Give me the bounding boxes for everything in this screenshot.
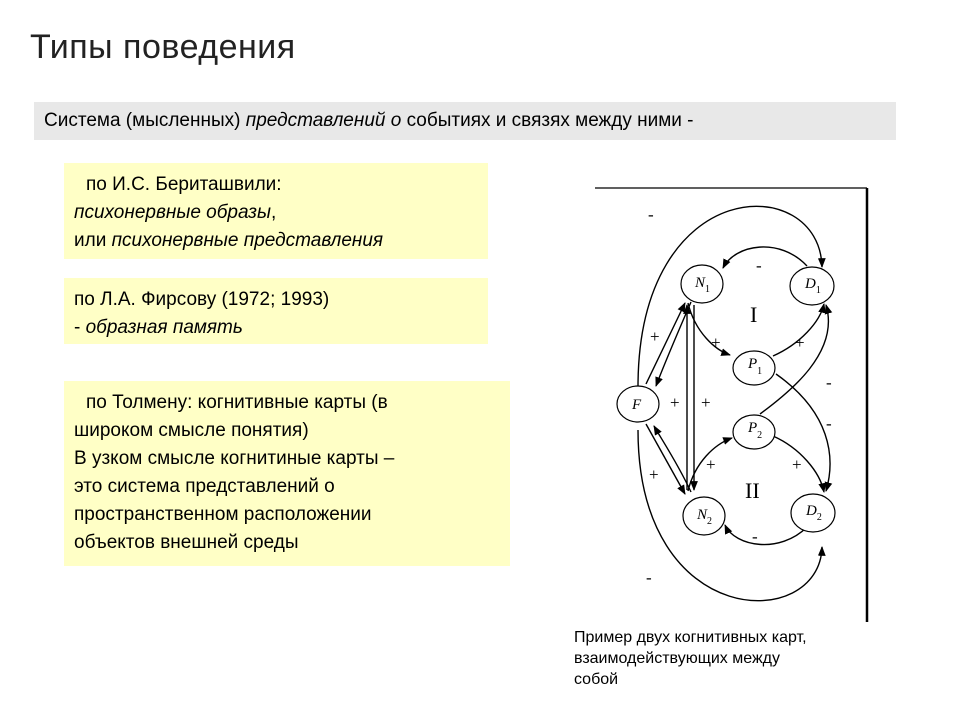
firsov-box bbox=[64, 278, 488, 344]
node-P1-label: $P_1$ bbox=[748, 356, 763, 377]
tolman-line1: по Толмену: когнитивные карты (в bbox=[86, 392, 388, 413]
firsov-line1: по Л.А. Фирсову (1972; 1993) bbox=[74, 289, 330, 310]
sign-plus-F-N2: + bbox=[649, 465, 659, 484]
node-D2-label: $D_2$ bbox=[806, 503, 822, 523]
beritashvili-line2 bbox=[74, 199, 478, 227]
slide-title: Типы поведения bbox=[30, 28, 296, 66]
map-label-roman-1: I bbox=[750, 302, 758, 327]
sign-minus-bottom-left: - bbox=[646, 568, 652, 587]
beritashvili-term2: психонервные представления bbox=[111, 230, 384, 251]
banner-text-1: Система (мысленных) bbox=[44, 110, 246, 131]
caption-line3: собой bbox=[574, 671, 619, 688]
firsov-term: образная память bbox=[85, 317, 243, 338]
sign-plus-P2-D2: + bbox=[792, 455, 802, 474]
firsov-dash: - bbox=[74, 317, 86, 338]
sign-minus-top-mid: - bbox=[756, 256, 762, 275]
caption-line2: взаимодействующих между bbox=[574, 650, 780, 667]
caption-line1: Пример двух когнитивных карт, bbox=[574, 629, 807, 646]
sign-plus-N1-P1: + bbox=[711, 333, 721, 352]
sign-minus-right-2: - bbox=[826, 414, 832, 433]
sign-plus-F-mid-1: + bbox=[670, 393, 680, 412]
edge-N1-F bbox=[656, 302, 691, 386]
tolman-line4: это система представлений о bbox=[74, 476, 335, 497]
firsov-line2 bbox=[74, 314, 478, 342]
edge-D2-N2 bbox=[725, 525, 807, 545]
sign-plus-F-mid-2: + bbox=[701, 393, 711, 412]
beritashvili-line1: по И.С. Бериташвили: bbox=[86, 174, 282, 195]
sign-plus-N2-P2: + bbox=[706, 455, 716, 474]
tolman-line2: широком смысле понятия) bbox=[74, 420, 309, 441]
tolman-box bbox=[64, 381, 510, 566]
sign-plus-F-N1: + bbox=[650, 327, 660, 346]
edge-P1-D2 bbox=[776, 374, 830, 491]
beritashvili-comma: , bbox=[270, 202, 277, 223]
cognitive-map-diagram bbox=[590, 182, 880, 627]
banner-text-3: событиях и связях между ними - bbox=[401, 110, 694, 131]
tolman-line6: объектов внешней среды bbox=[74, 532, 299, 553]
node-F-label: F bbox=[632, 397, 642, 413]
definition-banner bbox=[34, 102, 896, 140]
beritashvili-line3 bbox=[74, 227, 478, 255]
node-D1-label: $D_1$ bbox=[805, 276, 821, 296]
edge-D1-N1 bbox=[723, 247, 807, 268]
tolman-line5: пространственном расположении bbox=[74, 504, 372, 525]
map-label-roman-2: II bbox=[745, 478, 760, 503]
diagram-caption bbox=[574, 627, 914, 690]
sign-minus-bottom-mid: - bbox=[752, 527, 758, 546]
beritashvili-or: или bbox=[74, 230, 112, 251]
sign-minus-top-left: - bbox=[648, 205, 654, 224]
node-N2-label: $N_2$ bbox=[697, 507, 713, 527]
beritashvili-box bbox=[64, 163, 488, 259]
sign-minus-right-1: - bbox=[826, 373, 832, 392]
sign-plus-P1-D1: + bbox=[795, 333, 805, 352]
node-P2-label: $P_2$ bbox=[748, 420, 763, 441]
banner-text-italic: представлений о bbox=[245, 110, 402, 131]
tolman-line3: В узком смысле когнитиные карты – bbox=[74, 448, 395, 469]
edge-N2-F bbox=[654, 426, 691, 492]
beritashvili-term1: психонервные образы bbox=[74, 202, 271, 223]
node-N1-label: $N_1$ bbox=[695, 275, 711, 295]
